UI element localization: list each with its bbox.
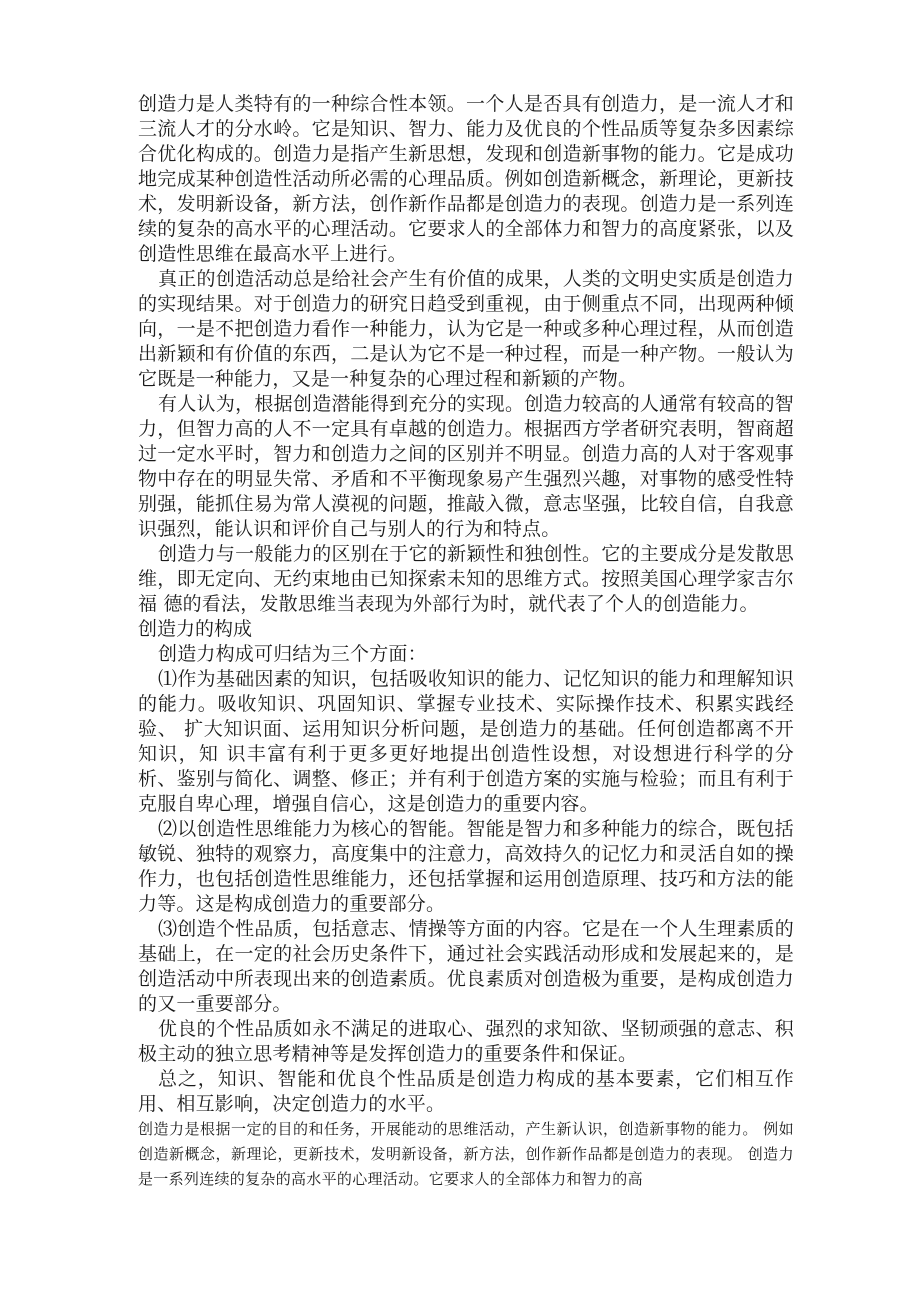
paragraph-summary: 总之，知识、智能和优良个性品质是创造力构成的基本要素，它们相互作用、相互影响，决定创造力的水平。 — [138, 1068, 794, 1115]
section-heading: 创造力的构成 — [138, 618, 253, 640]
paragraph-personality: ⑶创造个性品质，包括意志、情操等方面的内容。它是在一个人生理素质的基础上，在一定的社会历史条件下，通过社会实践活动形成和发展起来的，是创造活动中所表现出来的创造素质。优良素质对创造极为重要，是构成创造力的又一重要部分。 — [138, 918, 794, 1015]
paragraph-intellect: ⑵以创造性思维能力为核心的智能。智能是智力和多种能力的综合，既包括敏锐、独特的观察力，高度集中的注意力，高效持久的记忆力和灵活自如的操作力，也包括创造性思维能力，还包括掌握和运用创造原理、技巧和方法的能力等。这是构成创造力的重要部分。 — [138, 818, 794, 915]
paragraph-three-aspects: 创造力构成可归结为三个方面： — [158, 643, 427, 665]
paragraph-knowledge: ⑴作为基础因素的知识，包括吸收知识的能力、记忆知识的能力和理解知识 的能力。吸收知识、巩固知识、掌握专业技术、实际操作技术、积累实践经验、 扩大知识面、运用知识分析问题，是创造力的基础。任何创造都离不开知识，知 识丰富有利于更多更好地提出创造性设想，对设想进行科学的分析、鉴别与简化、调整、修正；并有利于创造方案的实施与检验；而且有利于克服自卑心理，增强自信心，这是创造力的重要内容。 — [138, 668, 794, 815]
document-body — [138, 92, 794, 1192]
paragraph-creative-activity: 真正的创造活动总是给社会产生有价值的成果，人类的文明史实质是创造力的实现结果。对于创造力的研究日趋受到重视，由于侧重点不同，出现两种倾向，一是不把创造力看作一种能力，认为它是一种或多种心理过程，从而创造出新颖和有价值的东西，二是认为它不是一种过程，而是一种产物。一般认为它既是一种能力，又是一种复杂的心理过程和新颖的产物。 — [138, 268, 794, 390]
paragraph-divergent-thinking: 创造力与一般能力的区别在于它的新颖性和独创性。它的主要成分是发散思 维，即无定向、无约束地由已知探索未知的思维方式。按照美国心理学家吉尔福 德的看法，发散思维当表现为外部行为时，就代表了个人的创造能力。 — [138, 543, 794, 615]
paragraph-quality: 优良的个性品质如永不满足的进取心、强烈的求知欲、坚韧顽强的意志、积极主动的独立思考精神等是发挥创造力的重要条件和保证。 — [138, 1018, 794, 1065]
paragraph-intelligence: 有人认为，根据创造潜能得到充分的实现。创造力较高的人通常有较高的智力，但智力高的人不一定具有卓越的创造力。根据西方学者研究表明，智商超过一定水平时，智力和创造力之间的区别并不明显。创造力高的人对于客观事物中存在的明显失常、矛盾和不平衡现象易产生强烈兴趣，对事物的感受性特别强，能抓住易为常人漠视的问题，推敲入微，意志坚强，比较自信，自我意识强烈，能认识和评价自己与别人的行为和特点。 — [138, 393, 794, 540]
paragraph-definition: 创造力是根据一定的目的和任务，开展能动的思维活动，产生新认识，创造新事物的能力。 例如创造新概念，新理论，更新技术，发明新设备，新方法，创作新作品都是创造力的表现。 创造力是一系列连续的复杂的高水平的心理活动。它要求人的全部体力和智力的高 — [138, 1120, 794, 1188]
paragraph-intro: 创造力是人类特有的一种综合性本领。一个人是否具有创造力，是一流人才和三流人才的分水岭。它是知识、智力、能力及优良的个性品质等复杂多因素综合优化构成的。创造力是指产生新思想，发现和创造新事物的能力。它是成功地完成某种创造性活动所必需的心理品质。例如创造新概念，新理论，更新技术，发明新设备，新方法，创作新作品都是创造力的表现。创造力是一系列连续的复杂的高水平的心理活动。它要求人的全部体力和智力的高度紧张，以及创造性思维在最高水平上进行。 — [138, 93, 794, 265]
